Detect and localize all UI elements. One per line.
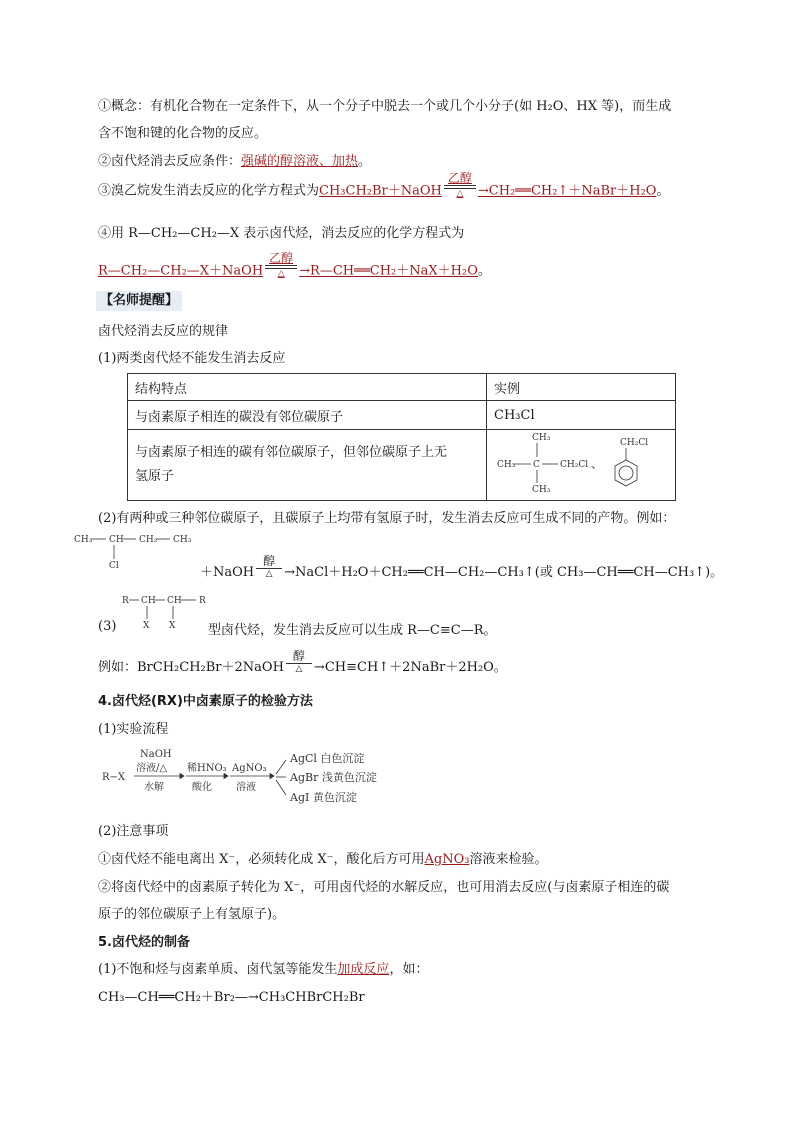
notes-title: (2)注意事项 [98, 824, 169, 839]
rule3-cond-top: 醇 [292, 649, 305, 663]
benzene-aromatic-circle [619, 466, 633, 480]
tip-item-1: (1)两类卤代烃不能发生消去反应 [98, 351, 286, 366]
condition-suffix: 。 [358, 154, 372, 169]
table-cell: 与卤素原子相连的碳没有邻位碳原子 [128, 401, 487, 430]
dh-ch-1: CH [141, 596, 156, 606]
flow-step2-top: 稀HNO₃ [187, 763, 227, 774]
neo-c: C [533, 460, 540, 470]
bromoethane-equation-line [98, 171, 670, 205]
dihalide-structure [120, 592, 210, 632]
rule3-ex-prefix: 例如：BrCH₂CH₂Br＋2NaOH [98, 660, 284, 675]
note-1 [98, 848, 547, 867]
arrow-right-icon [270, 774, 274, 779]
eq2-condition [263, 251, 299, 279]
note1-answer: AgNO₃ [424, 852, 470, 867]
flow-title: (1)实验流程 [98, 722, 169, 737]
dh-x-2: X [169, 621, 176, 631]
row2-text-b: 氢原子 [135, 469, 175, 484]
row2-text-a: 与卤素原子相连的碳有邻位碳原子，但邻位碳原子上无 [135, 445, 448, 460]
eq1-cond-bar [444, 185, 476, 186]
cb-ch2: CH₂ [139, 535, 158, 545]
eq2-cond-bottom: △ [277, 269, 285, 279]
flow-output-agcl: AgCl 白色沉淀 [290, 752, 365, 765]
structure-examples [487, 430, 675, 496]
rule-2-equation [200, 554, 724, 585]
teacher-tip-label: 【名师提醒】 [96, 291, 182, 311]
dh-x-1: X [143, 621, 150, 631]
detection-flowchart [100, 746, 420, 808]
flow-step3-bottom: 溶液 [236, 782, 256, 793]
table-row [128, 401, 676, 430]
table-cell [487, 430, 676, 501]
flow-step2-bottom: 酸化 [192, 782, 212, 793]
rule2-cond-top: 醇 [263, 554, 276, 568]
eq2-left: R—CH₂—CH₂—X＋NaOH [98, 263, 264, 279]
eq2-cond-top: 乙醇 [269, 251, 294, 265]
rule-2-text: (2)有两种或三种邻位碳原子，且碳原子上均带有氢原子时，发生消去反应可生成不同的产物。例如： [98, 511, 676, 526]
structure-separator: 、 [591, 457, 604, 471]
flow-output-agi: AgI 黄色沉淀 [290, 791, 357, 804]
flow-step1-top-1: NaOH [140, 749, 172, 760]
dh-ch-2: CH [167, 596, 182, 606]
general-equation-line [98, 251, 491, 285]
condition-answer: 强碱的醇溶液、加热 [241, 154, 359, 169]
note-2-line-2: 原子的邻位碳原子上有氢原子)。 [98, 907, 286, 922]
rule-3-label: (3) [98, 619, 117, 634]
cb-cl: Cl [109, 561, 119, 571]
structure-table [127, 373, 676, 501]
condition-prefix: ②卤代烃消去反应条件： [98, 154, 242, 169]
note1-suffix: 溶液来检验。 [469, 852, 548, 867]
chlorobutane-structure [72, 532, 212, 574]
rule3-ex-right: →CH≡CH↑＋2NaBr＋2H₂O。 [313, 660, 507, 675]
eq2-period: 。 [477, 263, 491, 279]
rule-3-example [98, 649, 507, 680]
eq1-cond-top: 乙醇 [447, 171, 472, 185]
eq1-prefix: ③溴乙烷发生消去反应的化学方程式为 [98, 183, 320, 199]
arrow-right-icon [224, 774, 228, 779]
dh-r-right: R [199, 596, 206, 606]
section-5-para [98, 958, 428, 977]
section-5-equation: CH₃—CH══CH₂＋Br₂—→CH₃CHBrCH₂Br [98, 990, 365, 1005]
flow-step1-top-2: 溶液/△ [136, 763, 168, 774]
table-header-cell: 结构特点 [128, 374, 487, 401]
table-row [128, 430, 676, 501]
eq1-period: 。 [656, 183, 670, 199]
cb-ch3-1: CH₃ [74, 535, 93, 545]
rule3-condition [284, 649, 314, 674]
flow-start: R−X [102, 772, 126, 783]
rule2-eq-right: →NaCl＋H₂O＋CH₂══CH—CH₂—CH₃↑(或 CH₃—CH══CH—CH₃↑)。 [284, 565, 724, 580]
eq1-right: →CH₂══CH₂↑＋NaBr＋H₂O [477, 183, 657, 199]
neo-ch3-bottom: CH₃ [532, 485, 551, 495]
section-5-heading: 5.卤代烃的制备 [98, 935, 190, 950]
s5-answer: 加成反应 [337, 962, 390, 977]
neo-ch3-left: CH₃ [497, 460, 516, 470]
concept-line-2: 含不饱和键的化合物的反应。 [98, 126, 268, 141]
general-elimination-line: ④用 R—CH₂—CH₂—X 表示卤代烃，消去反应的化学方程式为 [98, 226, 465, 241]
rule3-cond-bottom: △ [295, 664, 303, 674]
neo-ch3-top: CH₃ [532, 433, 551, 443]
cb-ch: CH [109, 535, 124, 545]
table-cell: CH₃Cl [487, 401, 676, 430]
table-header-row [128, 374, 676, 401]
condition-line [98, 150, 371, 169]
s5-suffix: ，如： [389, 962, 429, 977]
flow-output-agbr: AgBr 浅黄色沉淀 [290, 771, 377, 784]
eq2-right: →R—CH══CH₂＋NaX＋H₂O [299, 263, 478, 279]
eq2-cond-bar [265, 265, 297, 266]
dh-r-left: R [122, 596, 129, 606]
rule-3-text: 型卤代烃，发生消去反应可以生成 R—C≡C—R。 [208, 623, 497, 638]
neo-ch2cl: CH₂Cl [560, 460, 589, 470]
table-header-cell: 实例 [487, 374, 676, 401]
benzene-ring-icon [615, 460, 637, 486]
rule2-cond-bottom: △ [265, 569, 273, 579]
tip-title: 卤代烃消去反应的规律 [98, 324, 229, 339]
eq1-left: CH₃CH₂Br＋NaOH [319, 183, 442, 199]
eq1-cond-bottom: △ [456, 189, 464, 199]
cb-ch3-2: CH₃ [173, 535, 192, 545]
rule2-condition [254, 554, 284, 579]
note1-prefix: ①卤代烃不能电离出 X⁻，必须转化成 X⁻，酸化后方可用 [98, 852, 425, 867]
section-4-heading: 4.卤代烃(RX)中卤素原子的检验方法 [98, 694, 313, 709]
flow-step3-top: AgNO₃ [232, 763, 267, 774]
concept-line-1: ①概念：有机化合物在一定条件下，从一个分子中脱去一个或几个小分子(如 H₂O、HX 等)，而生成 [98, 99, 672, 114]
note-2-line-1: ②将卤代烃中的卤素原子转化为 X⁻，可用卤代烃的水解反应，也可用消去反应(与卤素原子相连的碳 [98, 880, 670, 895]
benzyl-ch2cl: CH₂Cl [620, 438, 649, 448]
eq1-condition [442, 171, 478, 199]
rule2-eq-left: ＋NaOH [200, 565, 255, 580]
cb-bonds [91, 539, 170, 559]
dh-bonds [129, 600, 196, 619]
s5-prefix: (1)不饱和烃与卤素单质、卤代氢等能发生 [98, 962, 338, 977]
table-cell [128, 430, 487, 501]
flow-step1-bottom: 水解 [144, 782, 164, 793]
arrow-right-icon [180, 774, 184, 779]
